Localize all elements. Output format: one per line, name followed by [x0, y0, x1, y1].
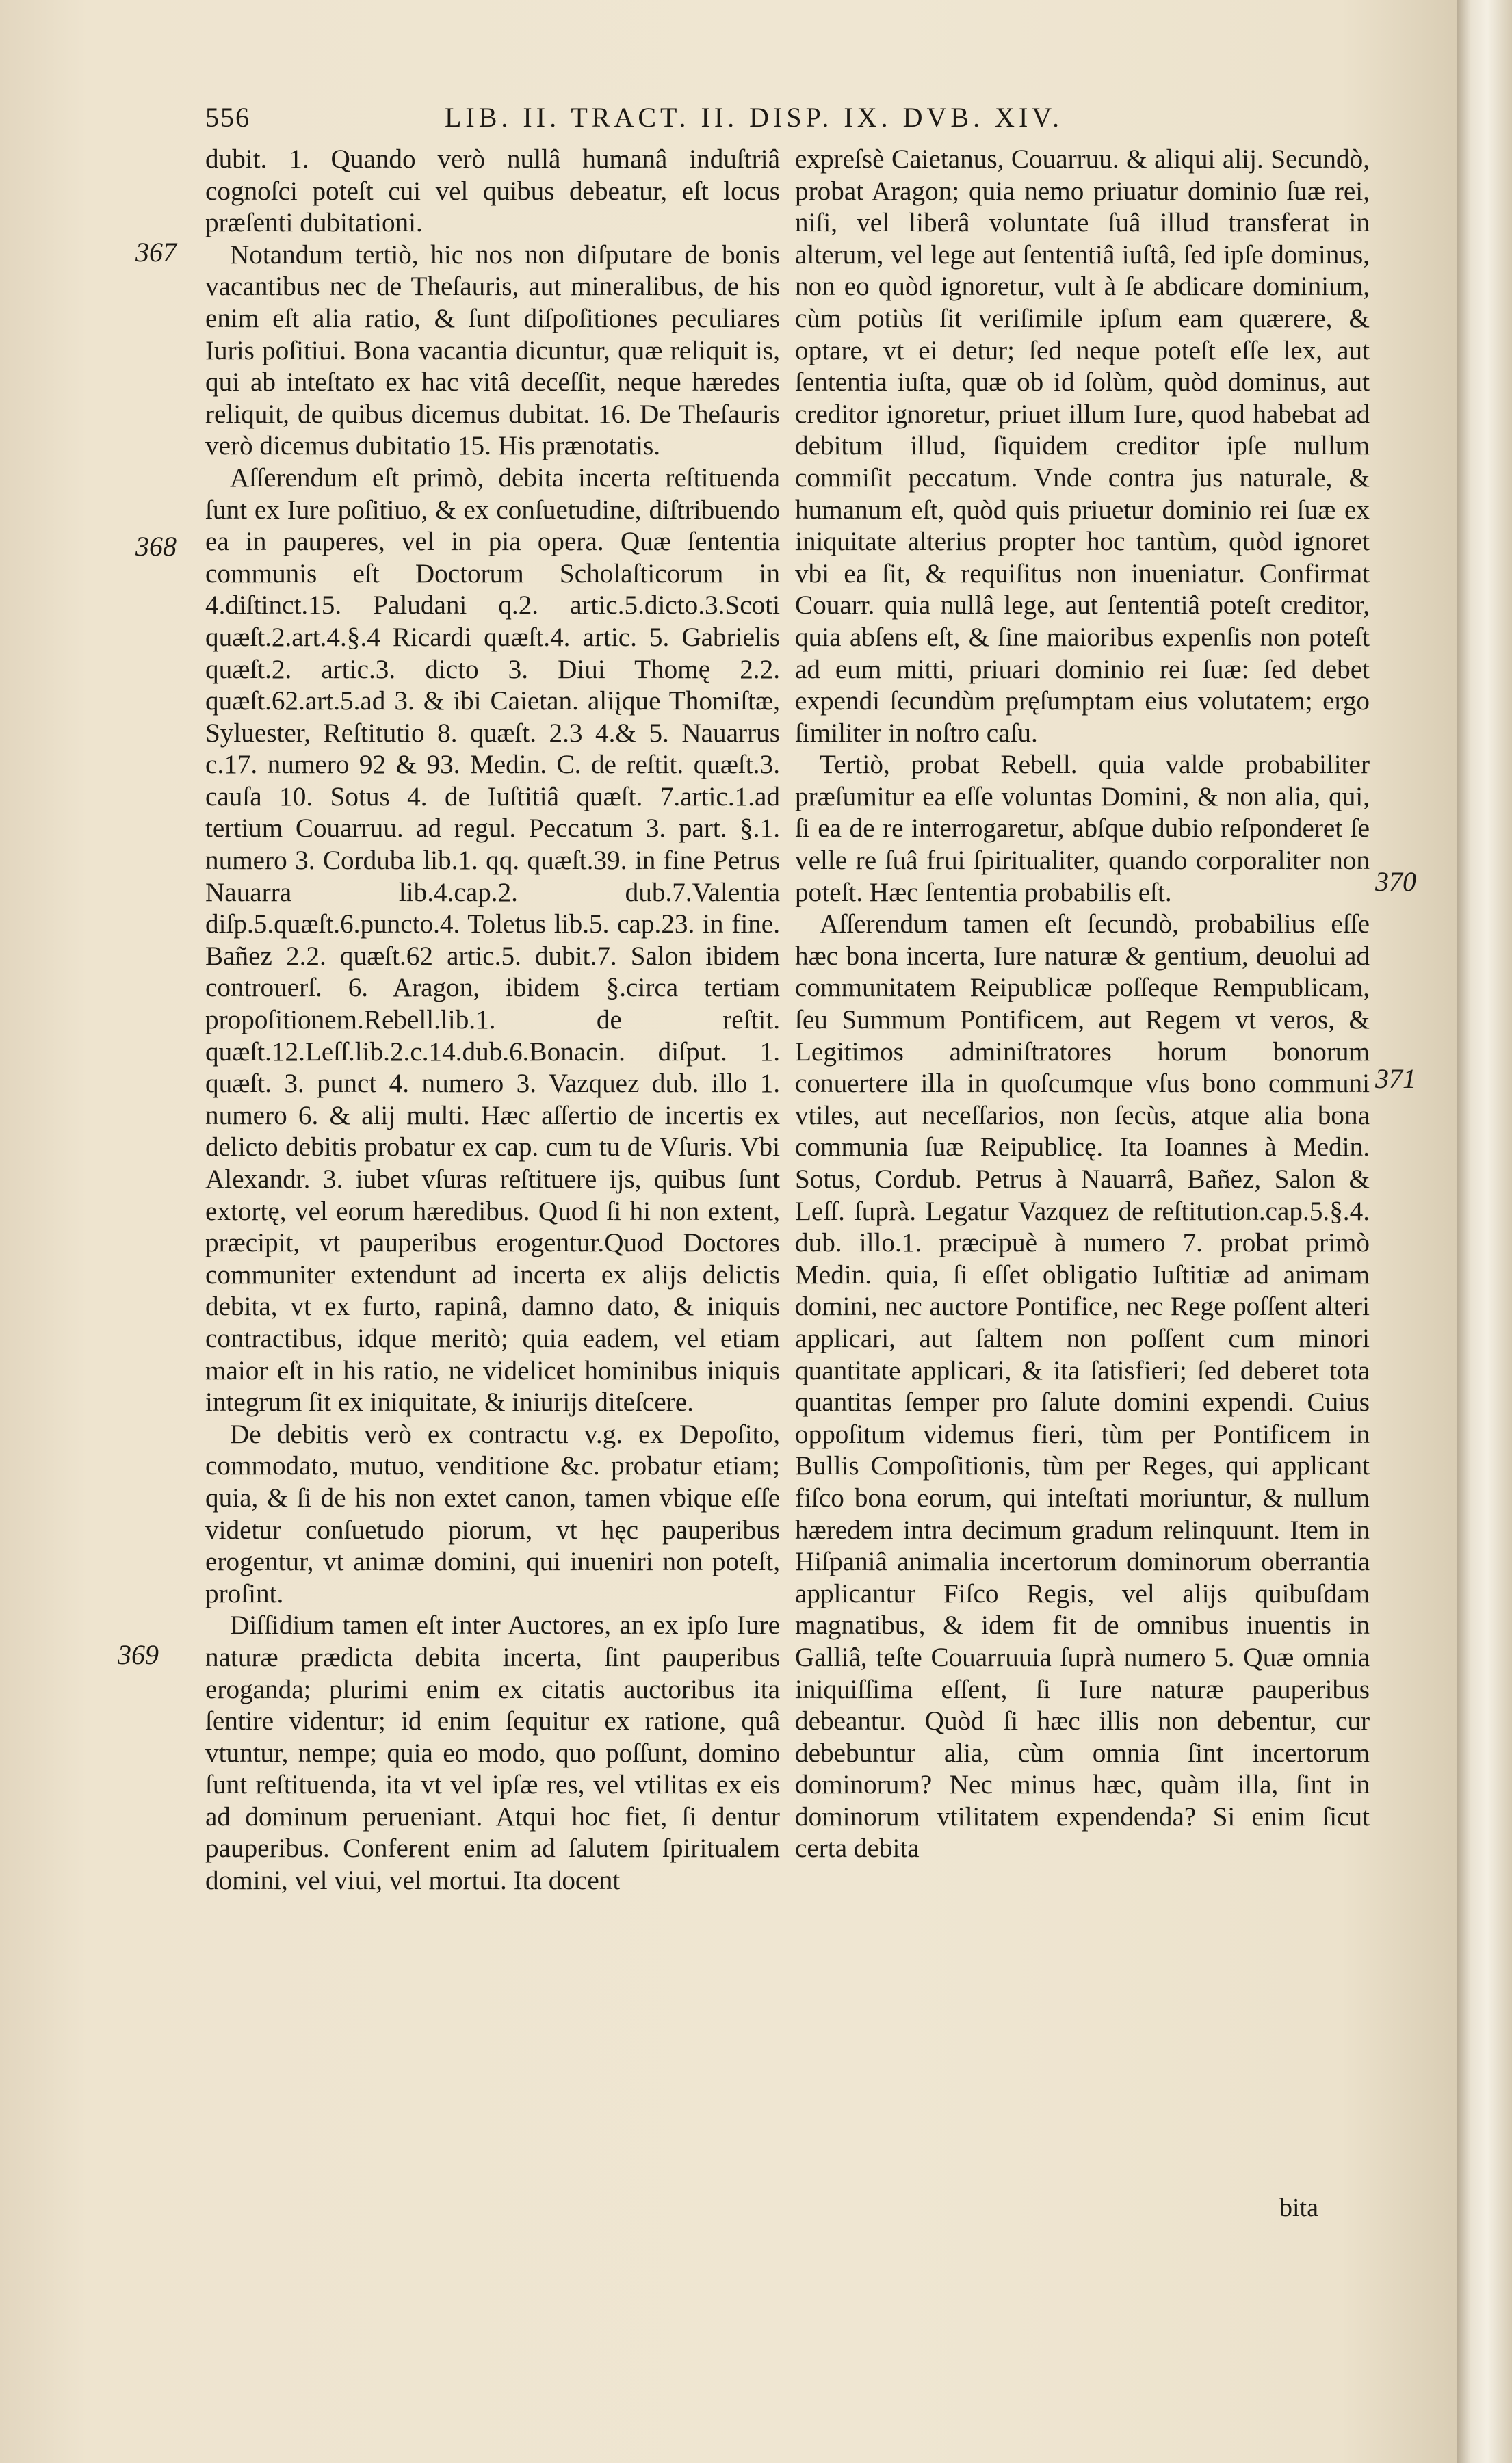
running-head: LIB. II. TRACT. II. DISP. IX. DVB. XIV. — [445, 102, 1063, 133]
paragraph: Diſſidium tamen eſt inter Auctores, an ex ipſo Iure naturæ prædicta debita incerta, ſint pauperibus eroganda; plurimi enim ex citatis auctoribus ita ſentire videntur; id enim ſequitur ex ratione, quâ vtuntur, nempe; quia eo modo, quo poſſunt, domino ſunt reſtituenda, ita vt vel ipſæ res, vel vtilitas ex eis ad dominum perueniant. Atqui hoc fiet, ſi dentur pauperibus. Conferent enim ad ſalutem ſpiritualem domini, vel viui, vel mortui. Ita docent — [205, 1611, 780, 1896]
catchword: bita — [1279, 2193, 1318, 2222]
paragraph: dubit. 1. Quando verò nullâ humanâ induſtriâ cognoſci poteſt cui vel quibus debeatur, eſt locus præſenti dubitationi. — [205, 144, 780, 238]
paragraph: Aſſerendum tamen eſt ſecundò, probabilius eſſe hæc bona incerta, Iure naturæ & gentium, deuolui ad communitatem Reipublicæ poſſeque Rempublicam, ſeu Summum Pontificem, aut Regem vt veros, & Legitimos adminiſtratores horum bonorum conuertere illa in quoſcumque vſus bono communi vtiles, aut neceſſarios, non ſecùs, atque alia bona communia ſuæ Reipublicę. Ita Ioannes à Medin. Sotus, Cordub. Petrus à Nauarrâ, Bañez, Salon & Leſſ. ſuprà. Legatur Vazquez de reſtitution.cap.5.§.4. dub. illo.1. præcipuè à numero 7. probat primò Medin. quia, ſi eſſet obligatio Iuſtitiæ ad animam domini, nec auctore Pontifice, nec Rege poſſent alteri applicari, aut ſaltem non poſſent cum minori quantitate applicari, & ita ſatisfieri; ſed deberet tota quantitas ſemper pro ſalute domini expendi. Cuius oppoſitum videmus fieri, tùm per Pontificem in Bullis Compoſitionis, tùm per Reges, qui applicant fiſco bona eorum, qui inteſtati moriuntur, & nullum hæredem intra decimum gradum relinquunt. Item in Hiſpaniâ animalia incertorum dominorum oberrantia applicantur Fiſco Regis, vel alijs quibuſdam magnatibus, & idem fit de omnibus inuentis in Galliâ, teſte Couarruuia ſuprà numero 5. Quæ omnia iniquiſſima eſſent, ſi Iure naturæ pauperibus debeantur. Quòd ſi hæc illis non debentur, cur debebuntur alia, cùm omnia ſint incertorum dominorum? Nec minus hæc, quàm illa, ſint in dominorum vtilitatem expendenda? Si enim ſicut certa debita — [795, 909, 1370, 1864]
paragraph: Notandum tertiò, hic nos non diſputare de bonis vacantibus nec de Theſauris, aut mineralibus, de his enim eſt alia ratio, & ſunt diſpoſitiones peculiares Iuris poſitiui. Bona vacantia dicuntur, quæ reliquit is, qui ab inteſtato ex hac vitâ deceſſit, neque hæredes reliquit, de quibus dicemus dubitat. 16. De Theſauris verò dicemus dubitatio 15. His prænotatis. — [205, 239, 780, 461]
page-header — [205, 101, 1396, 141]
margin-number-367: 367 — [135, 237, 177, 268]
paragraph: expreſsè Caietanus, Couarruu. & aliqui alij. Secundò, probat Aragon; quia nemo priuatur dominio ſuæ rei, niſi, vel liberâ voluntate ſuâ illud transferat in alterum, vel lege aut ſententiâ iuſtâ, ſed ipſe dominus, non eo quòd ignoretur, vult à ſe abdicare dominium, cùm potiùs ſit veriſimile ipſum eam quærere, & optare, vt ei detur; ſed neque poteſt eſſe lex, aut ſententia iuſta, quæ ob id ſolùm, quòd dominus, aut creditor ignoretur, priuet illum Iure, quod habebat ad debitum illud, ſiquidem creditor ipſe nullum commiſit peccatum. Vnde contra jus naturale, & humanum eſt, quòd quis priuetur dominio rei ſuæ ex iniquitate alterius propter hoc tantùm, quòd ignoret vbi ea ſit, & requiſitus non inueniatur. Confirmat Couarr. quia nullâ lege, aut ſententiâ poteſt creditor, quia abſens eſt, & ſine maioribus expenſis non poteſt ad eum mitti, priuari dominio rei ſuæ: ſed debet expendi ſecundùm pręſumptam eius volutatem; ergo ſimiliter in noſtro caſu. — [795, 144, 1370, 748]
page-number: 556 — [205, 102, 250, 133]
paragraph: Tertiò, probat Rebell. quia valde probabiliter præſumitur ea eſſe voluntas Domini, & non alia, qui, ſi ea de re interrogaretur, abſque dubio reſponderet ſe velle re ſuâ frui ſpiritualiter, quando corporaliter non poteſt. Hæc ſententia probabilis eſt. — [795, 750, 1370, 907]
margin-number-371: 371 — [1375, 1063, 1416, 1094]
margin-number-368: 368 — [135, 531, 177, 562]
paragraph: Aſſerendum eſt primò, debita incerta reſtituenda ſunt ex Iure poſitiuo, & ex conſuetudine, diſtribuendo ea in pauperes, vel in pia opera. Quæ ſententia communis eſt Doctorum Scholaſticorum in 4.diſtinct.15. Paludani q.2. artic.5.dicto.3.Scoti quæſt.2.art.4.§.4 Ricardi quæſt.4. artic. 5. Gabrielis quæſt.2. artic.3. dicto 3. Diui Thomę 2.2. quæſt.62.art.5.ad 3. & ibi Caietan. aliįque Thomiſtæ, Syluester, Reſtitutio 8. quæſt. 2.3 4.& 5. Nauarrus c.17. numero 92 & 93. Medin. C. de reſtit. quæſt.3. cauſa 10. Sotus 4. de Iuſtitiâ quæſt. 7.artic.1.ad tertium Couarruu. ad regul. Peccatum 3. part. §.1. numero 3. Corduba lib.1. qq. quæſt.39. in fine Petrus Nauarra lib.4.cap.2. dub.7.Valentia diſp.5.quæſt.6.puncto.4. Toletus lib.5. cap.23. in fine. Bañez 2.2. quæſt.62 artic.5. dubit.7. Salon ibidem controuerſ. 6. Aragon, ibidem §.circa tertiam propoſitionem.Rebell.lib.1. de reſtit. quæſt.12.Leſſ.lib.2.c.14.dub.6.Bonacin. diſput. 1. quæſt. 3. punct 4. numero 3. Vazquez dub. illo 1. numero 6. & alij multi. Hæc aſſertio de incertis ex delicto debitis probatur ex cap. cum tu de Vſuris. Vbi Alexandr. 3. iubet vſuras reſtituere ijs, quibus ſunt extortę, vel eorum hæredibus. Quod ſi hi non extent, præcipit, vt pauperibus erogentur.Quod Doctores communiter extendunt ad incerta ex alijs delictis debita, vt ex furto, rapinâ, damno dato, & iniquis contractibus, idque meritò; quia eadem, vel etiam maior eſt in his ratio, ne videlicet hominibus iniquis integrum ſit ex iniquitate, & iniurijs diteſcere. — [205, 462, 780, 1418]
left-column — [205, 144, 780, 1897]
right-column — [795, 144, 1370, 1865]
margin-number-370: 370 — [1375, 866, 1416, 897]
margin-number-369: 369 — [118, 1639, 159, 1670]
paragraph: De debitis verò ex contractu v.g. ex Depoſito, commodato, mutuo, venditione &c. probatur etiam; quia, & ſi de his non extet canon, tamen vbique eſſe videtur conſuetudo piorum, vt hęc pauperibus erogentur, vt animæ domini, qui inueniri non poteſt, proſint. — [205, 1419, 780, 1608]
page-edge — [1457, 0, 1512, 2463]
